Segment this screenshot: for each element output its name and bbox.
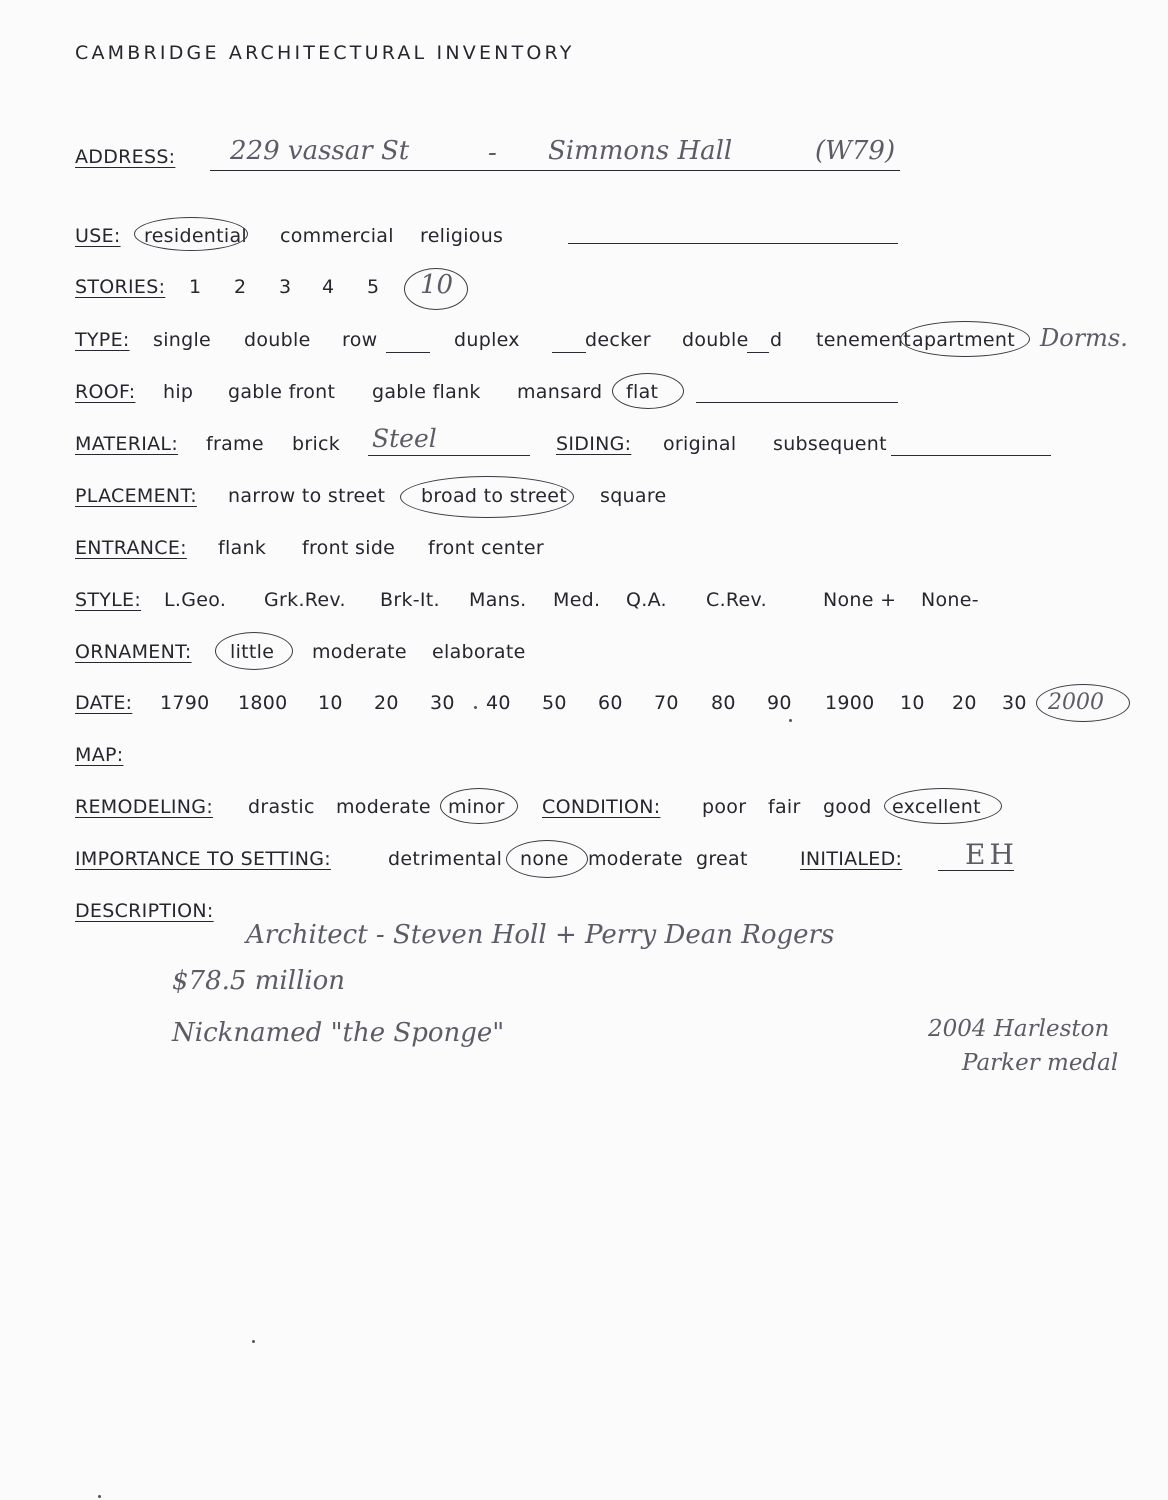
use-option-religious[interactable]: religious: [420, 225, 504, 247]
date-option-1850[interactable]: 50: [542, 692, 567, 714]
use-selection-circle: [134, 217, 248, 251]
ornament-option-elaborate[interactable]: elaborate: [432, 641, 526, 663]
entrance-label: ENTRANCE:: [75, 537, 187, 559]
material-written-value: Steel: [372, 424, 437, 453]
placement-option-square[interactable]: square: [600, 485, 667, 507]
siding-other-blank[interactable]: [891, 455, 1051, 456]
placement-label: PLACEMENT:: [75, 485, 197, 507]
address-label: ADDRESS:: [75, 146, 176, 168]
initialed-blank[interactable]: [938, 870, 1014, 871]
remodeling-option-minor[interactable]: minor: [448, 796, 505, 818]
stories-option-1[interactable]: 1: [189, 276, 202, 298]
placement-selection-circle: [400, 476, 574, 518]
date-option-1900[interactable]: 1900: [825, 692, 875, 714]
date-option-1860[interactable]: 60: [598, 692, 623, 714]
date-option-1880[interactable]: 80: [711, 692, 736, 714]
paper-speck: [789, 719, 792, 722]
initialed-written-value: EH: [965, 838, 1018, 871]
type-option-tenement[interactable]: tenement: [816, 329, 911, 351]
style-option-crev[interactable]: C.Rev.: [706, 589, 767, 611]
type-option-double-decker[interactable]: double: [682, 329, 749, 351]
date-option-1930[interactable]: 30: [1002, 692, 1027, 714]
style-option-mans[interactable]: Mans.: [469, 589, 527, 611]
type-option-duplex[interactable]: duplex: [454, 329, 520, 351]
roof-selection-circle: [612, 373, 684, 409]
stories-option-2[interactable]: 2: [234, 276, 247, 298]
date-option-1790[interactable]: 1790: [160, 692, 210, 714]
roof-option-mansard[interactable]: mansard: [517, 381, 603, 403]
roof-label: ROOF:: [75, 381, 136, 403]
placement-option-broad[interactable]: broad to street: [421, 485, 568, 507]
map-label: MAP:: [75, 744, 124, 766]
style-option-brkit[interactable]: Brk-It.: [380, 589, 440, 611]
paper-speck: [252, 1340, 255, 1343]
description-note-award-line1: 2004 Harleston: [928, 1016, 1110, 1042]
type-selection-circle: [900, 321, 1030, 357]
type-label: TYPE:: [75, 329, 130, 351]
type-option-double-decker-d[interactable]: d: [770, 329, 783, 351]
address-street-handwritten: 229 vassar St: [230, 136, 410, 166]
description-label: DESCRIPTION:: [75, 900, 214, 922]
use-label: USE:: [75, 225, 121, 247]
condition-label: CONDITION:: [542, 796, 661, 818]
use-option-commercial[interactable]: commercial: [280, 225, 394, 247]
roof-option-hip[interactable]: hip: [163, 381, 194, 403]
condition-option-fair[interactable]: fair: [768, 796, 801, 818]
use-other-blank[interactable]: [568, 243, 898, 244]
material-label: MATERIAL:: [75, 433, 179, 455]
type-written-value: Dorms.: [1040, 324, 1128, 352]
importance-option-none[interactable]: none: [520, 848, 569, 870]
type-option-decker[interactable]: decker: [585, 329, 651, 351]
description-line-architect: Architect - Steven Holl + Perry Dean Rogers: [246, 920, 835, 950]
importance-label: IMPORTANCE TO SETTING:: [75, 848, 331, 870]
remodeling-option-drastic[interactable]: drastic: [248, 796, 315, 818]
remodeling-option-moderate[interactable]: moderate: [336, 796, 431, 818]
style-option-med[interactable]: Med.: [553, 589, 601, 611]
importance-selection-circle: [506, 840, 588, 878]
date-option-1810[interactable]: 10: [318, 692, 343, 714]
remodeling-selection-circle: [440, 788, 518, 824]
type-option-apartment[interactable]: apartment: [912, 329, 1015, 351]
importance-option-great[interactable]: great: [696, 848, 748, 870]
material-option-frame[interactable]: frame: [206, 433, 264, 455]
stories-option-4[interactable]: 4: [322, 276, 335, 298]
material-other-blank[interactable]: [368, 455, 530, 456]
importance-option-moderate[interactable]: moderate: [588, 848, 683, 870]
address-dash-handwritten: -: [488, 138, 497, 168]
ornament-option-moderate[interactable]: moderate: [312, 641, 407, 663]
condition-option-poor[interactable]: poor: [702, 796, 747, 818]
style-option-none-minus[interactable]: None-: [921, 589, 979, 611]
use-option-residential[interactable]: residential: [144, 225, 248, 247]
type-option-row[interactable]: row: [342, 329, 378, 351]
date-option-1800[interactable]: 1800: [238, 692, 288, 714]
type-row-blank[interactable]: [386, 352, 430, 353]
remodeling-label: REMODELING:: [75, 796, 214, 818]
paper-speck: [98, 1495, 101, 1498]
type-double-decker-blank[interactable]: [747, 352, 769, 353]
roof-option-flat[interactable]: flat: [626, 381, 659, 403]
date-option-1870[interactable]: 70: [654, 692, 679, 714]
stories-option-5[interactable]: 5: [367, 276, 380, 298]
address-underline: [210, 170, 900, 171]
style-option-qa[interactable]: Q.A.: [626, 589, 667, 611]
date-option-1910[interactable]: 10: [900, 692, 925, 714]
paper-speck: [474, 706, 477, 709]
entrance-option-front-center[interactable]: front center: [428, 537, 544, 559]
type-option-double[interactable]: double: [244, 329, 311, 351]
condition-selection-circle: [884, 788, 1002, 824]
stories-option-3[interactable]: 3: [279, 276, 292, 298]
type-decker-blank[interactable]: [552, 352, 586, 353]
stories-selection-circle: [404, 268, 468, 310]
date-option-1840[interactable]: 40: [486, 692, 511, 714]
date-option-1820[interactable]: 20: [374, 692, 399, 714]
siding-label: SIDING:: [556, 433, 632, 455]
initialed-label: INITIALED:: [800, 848, 903, 870]
description-line-nickname: Nicknamed "the Sponge": [172, 1018, 505, 1048]
entrance-option-front-side[interactable]: front side: [302, 537, 396, 559]
style-option-lgeo[interactable]: L.Geo.: [164, 589, 227, 611]
address-name-handwritten: Simmons Hall: [548, 136, 733, 166]
address-code-handwritten: (W79): [815, 136, 896, 166]
siding-option-original[interactable]: original: [663, 433, 737, 455]
stories-label: STORIES:: [75, 276, 166, 298]
style-option-none-plus[interactable]: None +: [823, 589, 897, 611]
condition-option-excellent[interactable]: excellent: [892, 796, 981, 818]
importance-option-detrimental[interactable]: detrimental: [388, 848, 503, 870]
description-note-award-line2: Parker medal: [962, 1050, 1119, 1076]
condition-option-good[interactable]: good: [823, 796, 872, 818]
date-selection-circle: [1036, 684, 1130, 722]
style-option-grkrev[interactable]: Grk.Rev.: [264, 589, 346, 611]
date-option-1890[interactable]: 90: [767, 692, 792, 714]
siding-option-subsequent[interactable]: subsequent: [773, 433, 887, 455]
roof-other-blank[interactable]: [696, 402, 898, 403]
form-title: CAMBRIDGE ARCHITECTURAL INVENTORY: [75, 42, 575, 64]
stories-written-value: 10: [420, 270, 454, 300]
ornament-selection-circle: [215, 632, 293, 670]
material-option-brick[interactable]: brick: [292, 433, 341, 455]
roof-option-gable-front[interactable]: gable front: [228, 381, 336, 403]
type-option-single[interactable]: single: [153, 329, 212, 351]
ornament-option-little[interactable]: little: [230, 641, 275, 663]
description-line-cost: $78.5 million: [172, 966, 346, 996]
date-written-value: 2000: [1048, 690, 1104, 715]
date-label: DATE:: [75, 692, 133, 714]
entrance-option-flank[interactable]: flank: [218, 537, 267, 559]
date-option-1920[interactable]: 20: [952, 692, 977, 714]
date-option-1830[interactable]: 30: [430, 692, 455, 714]
roof-option-gable-flank[interactable]: gable flank: [372, 381, 481, 403]
style-label: STYLE:: [75, 589, 142, 611]
ornament-label: ORNAMENT:: [75, 641, 192, 663]
placement-option-narrow[interactable]: narrow to street: [228, 485, 386, 507]
